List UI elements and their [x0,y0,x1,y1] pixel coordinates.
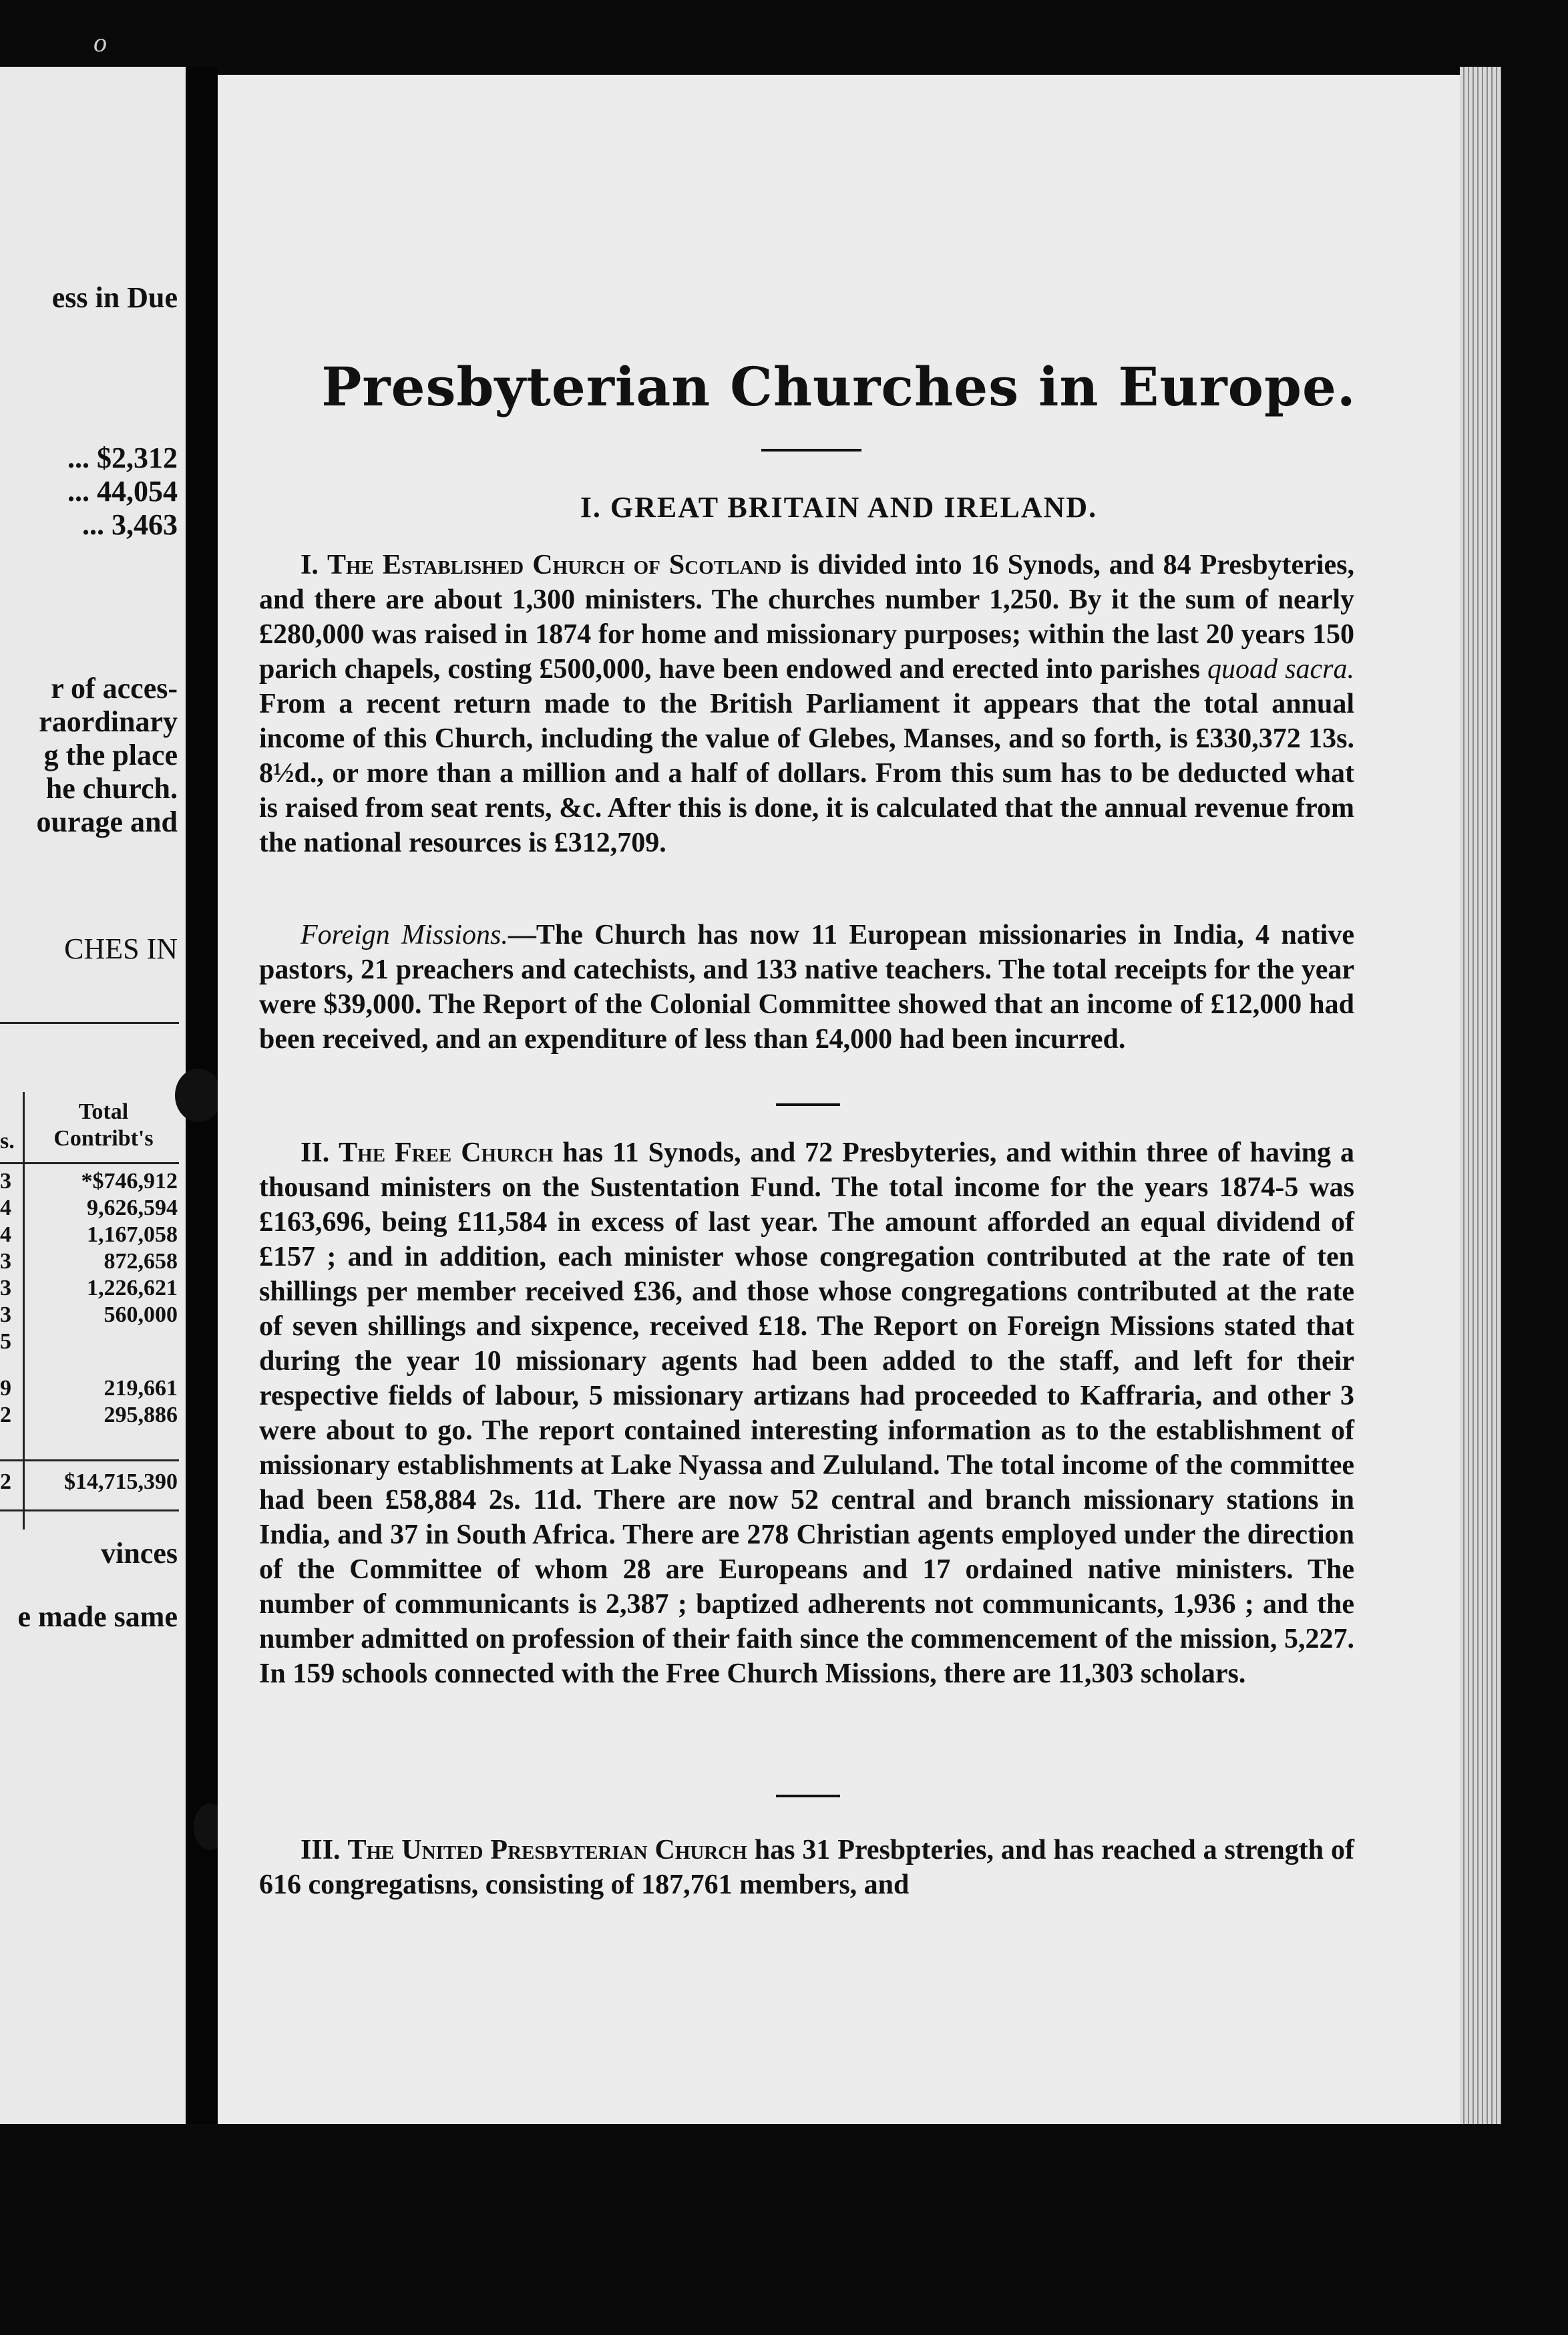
left-text-line: he church. [45,772,178,805]
left-text-line: g the place [43,739,178,771]
church-name: The United Presbyterian Church [347,1835,747,1865]
row-mark: 3 [0,1276,11,1300]
table-value: 1,167,058 [87,1222,178,1247]
paragraph-united-presbyterian [259,1833,1354,1902]
table-total: $14,715,390 [64,1469,178,1494]
left-page-fragment [0,67,186,2124]
row-mark: 3 [0,1169,11,1194]
main-page [218,75,1460,2124]
left-text-line: r of acces- [51,672,178,705]
left-table-column-rule [23,1092,25,1530]
table-header-contribts: Contribt's [53,1126,154,1151]
left-table-rule [0,1509,179,1511]
row-mark: 9 [0,1376,11,1401]
left-text-line: ess in Due [51,281,178,314]
italic-phrase: quoad sacra. [1207,654,1354,685]
row-mark: 2 [0,1403,11,1427]
row-mark: 3 [0,1249,11,1274]
table-header-total: Total [78,1099,129,1124]
left-amount-line: ... 44,054 [67,475,178,508]
title-rule [761,449,861,452]
table-value: 295,886 [104,1403,178,1427]
paragraph-text: has 31 Presbpteries, and has reached a strength of 616 congregatisns, consisting of 187,761 members, and [259,1835,1355,1900]
paragraph-text: From a recent return made to the British Parliament it appears that the total annual income of this Church, including the value of Glebes, Manses, and so forth, is £330,372 13s. 8½d., or more than a million and a half of dollars. From this sum has to be deducted what is raised from seat rents, &c. After this is done, it is calculated that the annual revenue from the national resources is £312,709. [259,689,1354,858]
left-text-line: raordinary [39,705,178,738]
table-value: 872,658 [104,1249,178,1274]
section-rule [776,1103,840,1106]
paragraph-free-church [259,1135,1354,1691]
page-title: Presbyterian Churches in Europe. [321,355,1356,418]
left-table-header [27,1099,180,1152]
row-mark-total: 2 [0,1469,11,1494]
row-mark: 4 [0,1196,11,1220]
row-mark: 4 [0,1222,11,1247]
left-table-rule [0,1162,179,1164]
section-rule [776,1795,840,1797]
italic-heading: Foreign Missions. [301,920,508,950]
table-header-col-fragment: s. [0,1129,15,1153]
table-value: 9,626,594 [87,1196,178,1220]
paragraph-established-church [259,548,1354,860]
paragraph-lead: II. [301,1137,339,1168]
left-text-line: e made same [17,1600,178,1633]
left-amount-line: ... $2,312 [67,441,178,474]
row-mark: 5 [0,1329,11,1354]
table-value: 560,000 [104,1302,178,1327]
table-value: 1,226,621 [87,1276,178,1300]
row-mark: 3 [0,1302,11,1327]
left-text-line: vinces [101,1537,178,1570]
paragraph-lead: III. [301,1835,348,1865]
section-heading: I. GREAT BRITAIN AND IRELAND. [580,491,1098,524]
ink-blot [175,1069,222,1122]
page-edges [1460,67,1501,2124]
table-value: *$746,912 [81,1169,178,1194]
corner-mark: o [93,27,107,57]
paragraph-foreign-missions [259,918,1354,1057]
left-text-line: ourage and [36,805,178,838]
paragraph-lead: I. [301,550,327,580]
paragraph-text: is divided into 16 Synods, and 84 Presbyteries, and there are about 1,300 ministers. The churches number 1,250. By it the sum of nearly £280,000 was raised in 1874 for home and missionary purposes; within the last 20 years 150 parich chapels, costing £500,000, have been endowed and erected into parishes [259,550,1354,685]
church-name: The Free Church [339,1137,554,1168]
left-amount-line: ... 3,463 [82,508,178,541]
left-heading-fragment: CHES IN [64,932,178,965]
church-name: The Established Church of Scotland [327,550,782,580]
table-value: 219,661 [104,1376,178,1401]
left-table-rule [0,1022,179,1024]
paragraph-text: —The Church has now 11 European missionaries in India, 4 native pastors, 21 preachers and catechists, and 133 native teachers. The total receipts for the year were $39,000. The Report of the Colonial Committee showed that an income of £12,000 had been received, and an expenditure of less than £4,000 had been incurred. [259,920,1354,1055]
paragraph-text: has 11 Synods, and 72 Presbyteries, and within three of having a thousand ministers on the Sustentation Fund. The total income for the years 1874-5 was £163,696, being £11,584 in excess of last year. The amount afforded an equal dividend of £157 ; and in addition, each minister whose congregation contributed at the rate of ten shillings per member received £36, and those whose congregations contributed at the rate of seven shillings and sixpence, received £18. The Report on Foreign Missions stated that during the year 10 missionary agents had been added to the staff, and left for their respective fields of labour, 5 missionary artizans had proceeded to Kaffraria, and other 3 were about to go. The report contained interesting information as to the establishment of missionary establishments at Lake Nyassa and Zululand. The total income of the committee had been £58,884 2s. 11d. There are now 52 central and branch missionary stations in India, and 37 in South Africa. There are 278 Christian agents employed under the direction of the Committee of whom 28 are Europeans and 17 ordained native ministers. The number of communicants is 2,387 ; baptized adherents not communicants, 1,936 ; and the number admitted on profession of their faith since the commencement of the mission, 5,227. In 159 schools connected with the Free Church Missions, there are 11,303 scholars. [259,1137,1354,1689]
left-table-rule [0,1459,179,1461]
